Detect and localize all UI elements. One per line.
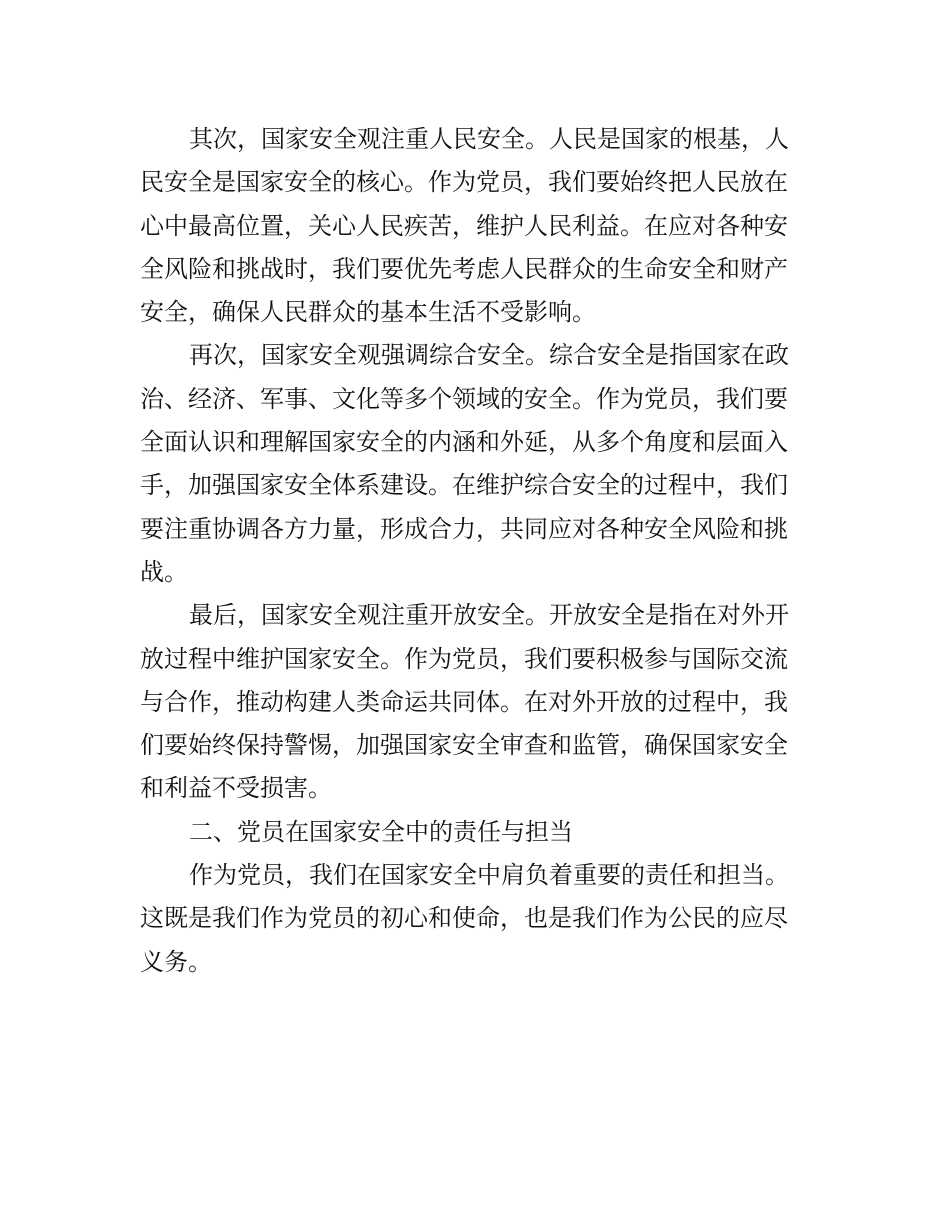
paragraph-comprehensive-security xyxy=(140,334,820,594)
text-line: 战。 xyxy=(140,557,188,586)
text-line: 放过程中维护国家安全。作为党员，我们要积极参与国际交流 xyxy=(140,644,788,673)
text-line: 作为党员，我们在国家安全中肩负着重要的责任和担当。 xyxy=(189,861,789,890)
text-line: 要注重协调各方力量，形成合力，共同应对各种安全风险和挑 xyxy=(140,514,788,543)
text-line: 全风险和挑战时，我们要优先考虑人民群众的生命安全和财产 xyxy=(140,254,788,283)
text-line: 其次，国家安全观注重人民安全。人民是国家的根基，人 xyxy=(189,125,789,153)
text-line: 们要始终保持警惕，加强国家安全审查和监管，确保国家安全 xyxy=(140,731,788,760)
paragraph-people-security xyxy=(140,118,820,334)
text-line: 与合作，推动构建人类命运共同体。在对外开放的过程中，我 xyxy=(140,687,788,716)
text-line: 和利益不受损害。 xyxy=(140,774,332,803)
text-line: 手，加强国家安全体系建设。在维护综合安全的过程中，我们 xyxy=(140,471,788,500)
heading-text: 二、党员在国家安全中的责任与担当 xyxy=(189,817,573,846)
text-line: 安全，确保人民群众的基本生活不受影响。 xyxy=(140,298,596,327)
text-line: 义务。 xyxy=(140,947,212,976)
text-line: 心中最高位置，关心人民疾苦，维护人民利益。在应对各种安 xyxy=(140,211,788,240)
text-line: 最后，国家安全观注重开放安全。开放安全是指在对外开 xyxy=(189,601,789,630)
text-line: 民安全是国家安全的核心。作为党员，我们要始终把人民放在 xyxy=(140,168,788,197)
text-line: 再次，国家安全观强调综合安全。综合安全是指国家在政 xyxy=(189,341,789,370)
text-line: 全面认识和理解国家安全的内涵和外延，从多个角度和层面入 xyxy=(140,428,788,457)
text-line: 这既是我们作为党员的初心和使命，也是我们作为公民的应尽 xyxy=(140,904,788,933)
section-heading xyxy=(140,811,820,854)
paragraph-responsibility xyxy=(140,854,820,984)
document-page xyxy=(140,118,820,984)
paragraph-open-security xyxy=(140,594,820,810)
text-line: 治、经济、军事、文化等多个领域的安全。作为党员，我们要 xyxy=(140,384,788,413)
